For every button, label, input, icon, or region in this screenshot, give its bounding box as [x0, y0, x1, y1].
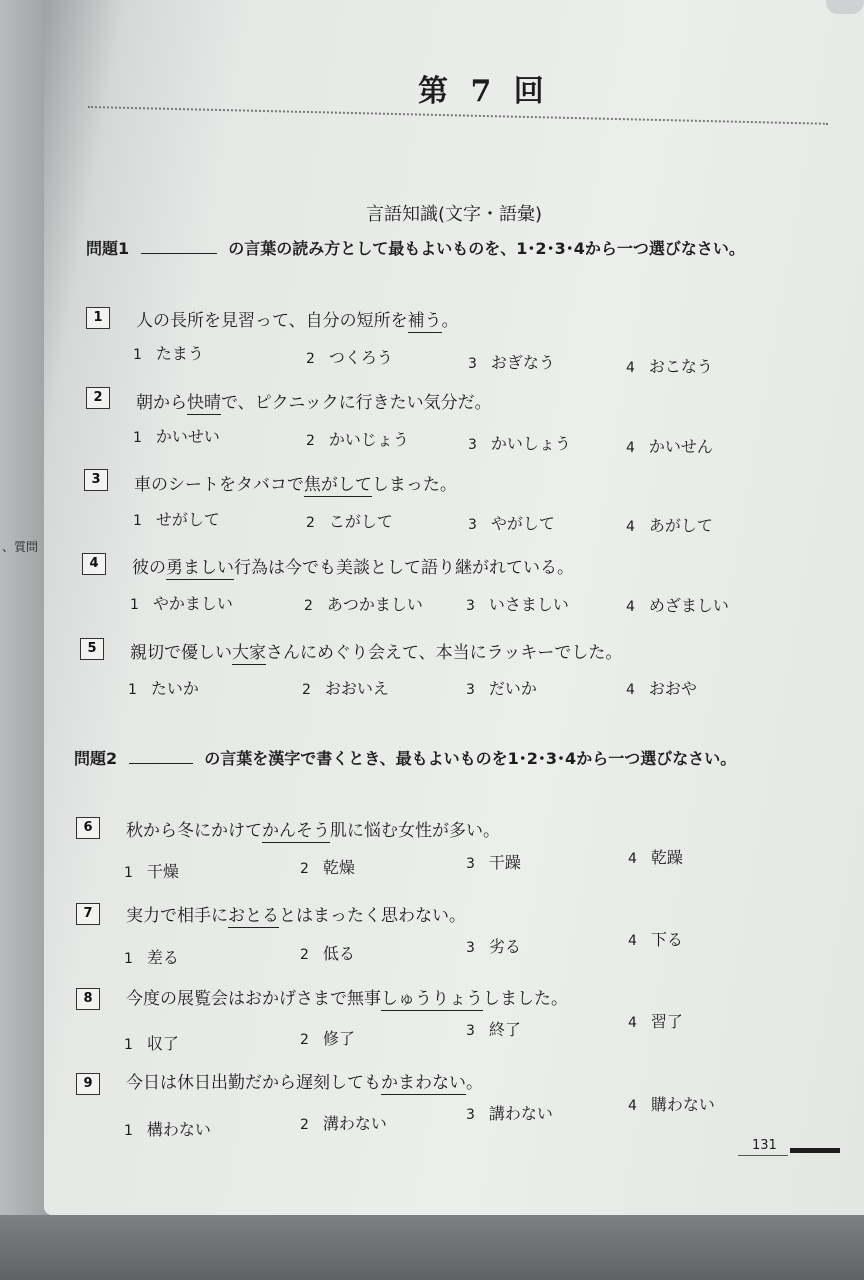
target-word: 焦がして [303, 475, 372, 495]
problem2-heading [74, 746, 736, 769]
target-word: 快晴 [187, 393, 221, 413]
problem1-heading [86, 236, 745, 259]
option-3[interactable]: 3 いさましい [466, 595, 569, 614]
question-number: 2 [86, 387, 110, 409]
table-surface [0, 1215, 864, 1280]
section-title: 言語知識(文字・語彙) [366, 204, 543, 225]
page-number-bar [790, 1148, 840, 1153]
option-1[interactable]: 1 たいか [128, 679, 199, 698]
question-number: 5 [80, 638, 104, 660]
question-text: 彼の勇ましい行為は今でも美談として語り継がれている。 [132, 558, 574, 578]
question-number: 4 [82, 553, 106, 575]
option-2[interactable]: 2 溝わない [300, 1114, 387, 1133]
question-text: 朝から快晴で、ピクニックに行きたい気分だ。 [136, 393, 492, 413]
option-3[interactable]: 3 終了 [466, 1020, 521, 1039]
question-text: 今度の展覧会はおかげさまで無事しゅうりょうしました。 [126, 989, 568, 1009]
option-2[interactable]: 2 乾燥 [300, 858, 355, 877]
previous-page-text: 、質問 [2, 540, 39, 554]
option-1[interactable]: 1 干燥 [124, 862, 179, 881]
option-2[interactable]: 2 かいじょう [306, 430, 409, 449]
question-text: 秋から冬にかけてかんそう肌に悩む女性が多い。 [126, 821, 500, 841]
page-title: 第 7 回 [418, 74, 550, 109]
option-1[interactable]: 1 構わない [124, 1120, 211, 1139]
blank-line [141, 239, 217, 254]
previous-page-edge [0, 0, 48, 1280]
page-corner [826, 0, 864, 14]
option-4[interactable]: 4 かいせん [626, 437, 713, 456]
page-number: 131 [752, 1138, 777, 1153]
target-word: 大家 [232, 643, 266, 663]
option-4[interactable]: 4 習了 [628, 1012, 683, 1031]
option-4[interactable]: 4 おおや [626, 679, 697, 698]
option-2[interactable]: 2 修了 [300, 1029, 355, 1048]
question-number: 8 [76, 988, 100, 1010]
question-text: 今日は休日出勤だから遅刻してもかまわない。 [126, 1073, 483, 1093]
blank-line [129, 749, 193, 764]
option-3[interactable]: 3 劣る [466, 937, 521, 956]
question-text: 車のシートをタバコで焦がしてしまった。 [134, 475, 457, 495]
question-number: 7 [76, 903, 100, 925]
option-1[interactable]: 1 かいせい [133, 427, 220, 446]
target-word: おとる [228, 906, 279, 926]
option-3[interactable]: 3 おぎなう [468, 353, 555, 372]
option-4[interactable]: 4 おこなう [626, 357, 713, 376]
option-2[interactable]: 2 こがして [306, 512, 393, 531]
question-number: 3 [84, 469, 108, 491]
option-1[interactable]: 1 せがして [133, 510, 220, 529]
question-number: 1 [86, 307, 110, 329]
question-number: 6 [76, 817, 100, 839]
target-word: かまわない [381, 1073, 466, 1093]
question-text: 実力で相手におとるとはまったく思わない。 [126, 906, 466, 926]
option-4[interactable]: 4 下る [628, 930, 683, 949]
problem1-instruction: の言葉の読み方として最もよいものを、1･2･3･4から一つ選びなさい。 [228, 239, 745, 258]
option-4[interactable]: 4 購わない [628, 1095, 715, 1114]
problem2-label: 問題2 [74, 749, 118, 768]
option-3[interactable]: 3 かいしょう [468, 434, 571, 453]
option-2[interactable]: 2 あつかましい [304, 595, 423, 614]
option-3[interactable]: 3 講わない [466, 1104, 553, 1123]
question-text: 人の長所を見習って、自分の短所を補う。 [136, 311, 459, 331]
problem1-label: 問題1 [86, 239, 130, 258]
option-1[interactable]: 1 やかましい [130, 594, 233, 613]
option-4[interactable]: 4 めざましい [626, 596, 729, 615]
question-number: 9 [76, 1073, 100, 1095]
option-1[interactable]: 1 差る [124, 948, 179, 967]
option-4[interactable]: 4 乾躁 [628, 848, 683, 867]
option-1[interactable]: 1 たまう [133, 344, 204, 363]
page-number-rule [738, 1155, 788, 1156]
option-2[interactable]: 2 つくろう [306, 348, 393, 367]
option-2[interactable]: 2 おおいえ [302, 679, 389, 698]
option-4[interactable]: 4 あがして [626, 516, 713, 535]
target-word: 補う [407, 311, 442, 331]
target-word: かんそう [262, 821, 330, 841]
option-3[interactable]: 3 やがして [468, 514, 555, 533]
option-3[interactable]: 3 だいか [466, 679, 537, 698]
target-word: しゅうりょう [381, 989, 483, 1009]
option-1[interactable]: 1 収了 [124, 1034, 179, 1053]
question-text: 親切で優しい大家さんにめぐり会えて、本当にラッキーでした。 [130, 643, 623, 663]
option-2[interactable]: 2 低る [300, 944, 355, 963]
problem2-instruction: の言葉を漢字で書くとき、最もよいものを1･2･3･4から一つ選びなさい。 [204, 749, 737, 768]
option-3[interactable]: 3 干躁 [466, 853, 521, 872]
target-word: 勇ましい [166, 558, 234, 578]
